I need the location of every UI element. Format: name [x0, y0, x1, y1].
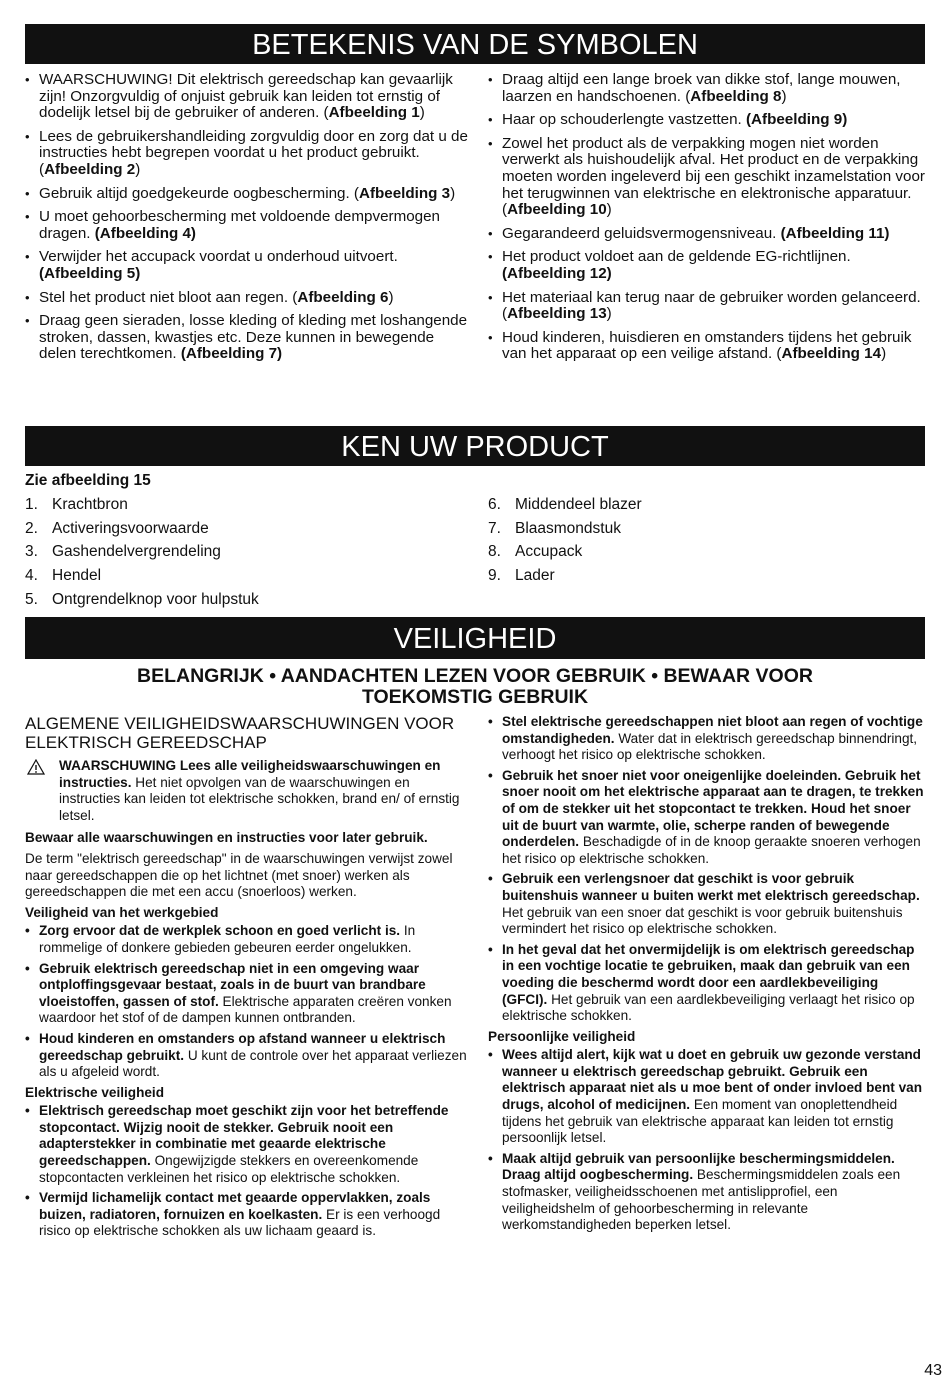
product-part-item: 2. Activeringsvoorwaarde: [25, 519, 209, 537]
safety-item: • Gebruik een verlengsnoer dat geschikt is voor gebruik buitenshuis wanneer u buiten werkt met elektrisch gereedschap. Het gebruik van een snoer dat geschikt is voor gebruik buitenshuis vermindert het risico op elektrische schokken.: [488, 871, 925, 937]
safety-item: • Houd kinderen en omstanders op afstand wanneer u elektrisch gereedschap gebruikt. U kunt de controle over het apparaat verliezen als u afgeleid wordt.: [25, 1031, 470, 1081]
product-part-item: 3. Gashendelvergrendeling: [25, 543, 221, 561]
see-figure: Zie afbeelding 15: [25, 472, 151, 489]
symbol-item: • Gebruik altijd goedgekeurde oogbescherming. (Afbeelding 3): [25, 186, 470, 203]
symbol-item: • Draag altijd een lange broek van dikke stof, lange mouwen, laarzen en handschoenen. (Afbeelding 8): [488, 72, 925, 105]
term-definition: De term "elektrisch gereedschap" in de waarschuwingen verwijst zowel naar gereedschappen die op het lichtnet (met snoer) werken als gereedschappen die met een accu (snoerloos) werken.: [25, 850, 453, 900]
electrical-list-continued: [488, 714, 925, 1025]
symbol-item: • Het materiaal kan terug naar de gebruiker worden gelanceerd. (Afbeelding 13): [488, 290, 925, 323]
warning-text: Het niet opvolgen van de waarschuwingen en instructies kan leiden tot elektrische schokken, brand en/ of ernstig letsel.: [59, 774, 460, 823]
safety-item: • In het geval dat het onvermijdelijk is om elektrisch gereedschap in een vochtige locatie te gebruiken, maak dan gebruik van een voeding die beschermd wordt door een aardlekbeveiliging (GFCI). Het gebruik van een aardlekbeveiliging verlaagt het risico op elektrische schokken.: [488, 942, 925, 1025]
safety-right-column: [488, 714, 925, 1238]
work-area-list: [25, 923, 470, 1080]
general-warnings-heading: ALGEMENE VEILIGHEIDSWAARSCHUWINGEN VOOR ELEKTRISCH GEREEDSCHAP: [25, 714, 455, 752]
page-number: 43: [924, 1362, 942, 1379]
safety-item: • Gebruik elektrisch gereedschap niet in een omgeving waar ontploffingsgevaar bestaat, zoals in de buurt van brandbare vloeistoffen, gassen of stof. Elektrische apparaten creëren vonken waardoor het stof of de dampen kunnen ontbranden.: [25, 961, 470, 1027]
product-parts-right: [488, 493, 925, 588]
symbol-item: • Gegarandeerd geluidsvermogensniveau. (Afbeelding 11): [488, 226, 925, 243]
symbol-item: • Houd kinderen, huisdieren en omstanders tijdens het gebruik van het apparaat op een veilige afstand. (Afbeelding 14): [488, 330, 925, 363]
product-part-item: 7. Blaasmondstuk: [488, 519, 621, 537]
safety-item: • Stel elektrische gereedschappen niet bloot aan regen of vochtige omstandigheden. Water dat in elektrisch gereedschap binnendringt, verhoogt het risico op elektrische schokken.: [488, 714, 925, 764]
safety-item: • Gebruik het snoer niet voor oneigenlijke doeleinden. Gebruik het snoer nooit om het elektrische apparaat aan te dragen, te trekken of om de stekker uit het stopcontact te trekken. Houd het snoer uit de buurt van warmte, olie, scherpe randen of bewegende onderdelen. Beschadigde of in de knoop geraakte snoeren verhogen het risico op elektrische schokken.: [488, 768, 925, 868]
symbol-item: • Draag geen sieraden, losse kleding of kleding met loshangende stroken, dassen, kwastjes etc. Deze kunnen in bewegende delen terechtkomen. (Afbeelding 7): [25, 313, 470, 363]
product-part-item: 1. Krachtbron: [25, 496, 128, 513]
safety-item: • Zorg ervoor dat de werkplek schoon en goed verlicht is. In rommelige of donkere gebieden gebeuren eerder ongelukken.: [25, 923, 470, 956]
symbol-item: • Het product voldoet aan de geldende EG-richtlijnen. (Afbeelding 12): [488, 249, 925, 282]
symbol-item: • WAARSCHUWING! Dit elektrisch gereedschap kan gevaarlijk zijn! Onzorgvuldig of onjuist gebruik kan leiden tot ernstig of dodelijk letsel bij de gebruiker of anderen. (Afbeelding 1): [25, 72, 470, 122]
safety-item: • Elektrisch gereedschap moet geschikt zijn voor het betreffende stopcontact. Wijzig nooit de stekker. Gebruik nooit een adapterstekker in combinatie met geaarde elektrische gereedschappen. Ongewijzigde stekkers en overeenkomende stopcontacten verkleinen het risico op elektrische schokken.: [25, 1103, 470, 1186]
section-title-product: KEN UW PRODUCT: [25, 426, 925, 466]
warning-block: [25, 758, 470, 824]
section-title-safety: VEILIGHEID: [25, 617, 925, 659]
symbol-item: • Lees de gebruikershandleiding zorgvuldig door en zorg dat u de instructies hebt begrepen voordat u het product gebruikt. (Afbeelding 2): [25, 129, 470, 179]
product-part-item: 5. Ontgrendelknop voor hulpstuk: [25, 590, 259, 608]
section-title-symbols: BETEKENIS VAN DE SYMBOLEN: [25, 24, 925, 64]
product-part-item: 9. Lader: [488, 567, 555, 585]
warning-triangle-icon: [27, 759, 45, 775]
important-subtitle-line1: BELANGRIJK • AANDACHTEN LEZEN VOOR GEBRUIK • BEWAAR VOOR: [137, 665, 813, 687]
important-subtitle-line2: TOEKOMSTIG GEBRUIK: [361, 686, 589, 708]
symbol-item: • Stel het product niet bloot aan regen. (Afbeelding 6): [25, 290, 470, 307]
work-area-heading: Veiligheid van het werkgebied: [25, 904, 219, 920]
electrical-list: [25, 1103, 470, 1240]
symbols-right-column: [488, 72, 925, 370]
safety-item: • Vermijd lichamelijk contact met geaarde oppervlakken, zoals buizen, radiatoren, fornuizen en koelkasten. Er is een verhoogd risico op elektrische schokken als uw lichaam geaard is.: [25, 1190, 470, 1240]
safety-item: • Maak altijd gebruik van persoonlijke beschermingsmiddelen. Draag altijd oogbescherming. Beschermingsmiddelen zoals een stofmasker, veiligheidsschoenen met antislipprofiel, een veiligheidshelm of gehoorbescherming in relevante werkomstandigheden beperken letsel.: [488, 1151, 925, 1234]
symbol-item: • Zowel het product als de verpakking mogen niet worden verwerkt als huishoudelijk afval. Het product en de verpakking moeten worden ingeleverd bij een geschikt inzamelstation voor het terugwinnen van elektrische en elektronische apparatuur. (Afbeelding 10): [488, 136, 925, 219]
warning-bold: WAARSCHUWING Lees alle veiligheidswaarschuwingen en instructies.: [59, 758, 441, 790]
safety-item: • Wees altijd alert, kijk wat u doet en gebruik uw gezonde verstand wanneer u elektrisch gereedschap gebruikt. Gebruik een elektrisch apparaat niet als u moe bent of onder invloed bent van drugs, alcohol of medicijnen. Een moment van onoplettendheid tijdens het gebruik van elektrische apparaat kan leiden tot ernstig persoonlijk letsel.: [488, 1047, 925, 1147]
personal-heading: Persoonlijke veiligheid: [488, 1028, 636, 1044]
symbol-item: • Haar op schouderlengte vastzetten. (Afbeelding 9): [488, 112, 925, 129]
product-part-item: 6. Middendeel blazer: [488, 496, 642, 513]
personal-safety-list: [488, 1047, 925, 1234]
safety-left-column: [25, 714, 470, 1244]
important-subtitle: [25, 666, 925, 708]
product-parts-left: [25, 493, 465, 612]
product-part-item: 8. Accupack: [488, 543, 583, 561]
electrical-heading: Elektrische veiligheid: [25, 1084, 165, 1100]
product-part-item: 4. Hendel: [25, 567, 102, 585]
symbol-item: • U moet gehoorbescherming met voldoende dempvermogen dragen. (Afbeelding 4): [25, 209, 470, 242]
symbols-left-column: [25, 72, 470, 370]
keep-instructions: Bewaar alle waarschuwingen en instructies voor later gebruik.: [25, 830, 428, 846]
symbol-item: • Verwijder het accupack voordat u onderhoud uitvoert. (Afbeelding 5): [25, 249, 470, 282]
